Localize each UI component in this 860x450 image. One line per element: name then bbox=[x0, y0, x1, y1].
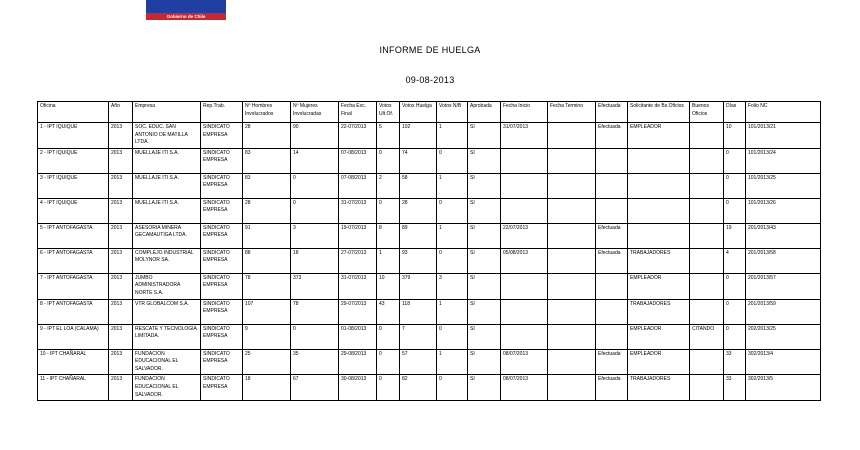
column-header: Folio NC bbox=[746, 102, 821, 123]
table-cell: SI bbox=[468, 375, 501, 401]
table-cell: EMPLEADOR bbox=[628, 123, 690, 149]
column-header: Empresa bbox=[133, 102, 201, 123]
table-cell: Efectuada bbox=[596, 223, 628, 248]
table-cell: 1 bbox=[437, 299, 468, 324]
table-cell: 83 bbox=[243, 173, 291, 198]
table-cell: 0 bbox=[724, 148, 746, 173]
table-cell: FUNDACION EDUCACIONAL EL SALVADOR. bbox=[133, 349, 201, 375]
table-cell bbox=[548, 349, 596, 375]
table-cell: 31-07/2013 bbox=[339, 198, 377, 223]
table-row bbox=[38, 198, 821, 223]
table-cell: 0 bbox=[377, 324, 400, 349]
table-cell: 10 - IPT CHAÑARAL bbox=[38, 349, 109, 375]
table-cell: 2013 bbox=[109, 273, 133, 299]
table-cell: 91 bbox=[243, 223, 291, 248]
table-cell: TRABAJADORES bbox=[628, 375, 690, 401]
table-cell: 7 - IPT ANTOFAGASTA bbox=[38, 273, 109, 299]
table-cell bbox=[548, 324, 596, 349]
table-cell: 93 bbox=[400, 248, 437, 273]
table-cell: 4 - IPT IQUIQUE bbox=[38, 198, 109, 223]
table-cell: 35 bbox=[291, 349, 339, 375]
table-cell bbox=[548, 148, 596, 173]
table-cell: 14 bbox=[291, 148, 339, 173]
table-cell bbox=[501, 148, 548, 173]
table-cell: 5 bbox=[377, 123, 400, 149]
table-cell: 0 bbox=[437, 198, 468, 223]
table-cell bbox=[548, 198, 596, 223]
table-cell bbox=[501, 324, 548, 349]
table-cell: 7 bbox=[400, 324, 437, 349]
table-cell: 118 bbox=[400, 299, 437, 324]
table-cell bbox=[690, 299, 724, 324]
table-cell: 18 bbox=[243, 375, 291, 401]
column-header: Buenos Oficios bbox=[690, 102, 724, 123]
table-cell: MUELLAJE ITI S.A. bbox=[133, 173, 201, 198]
table-row bbox=[38, 223, 821, 248]
table-cell: TRABAJADORES bbox=[628, 248, 690, 273]
table-cell: SINDICATO EMPRESA bbox=[201, 123, 243, 149]
table-cell: SINDICATO EMPRESA bbox=[201, 375, 243, 401]
table-cell: 2013 bbox=[109, 223, 133, 248]
table-cell: SINDICATO EMPRESA bbox=[201, 324, 243, 349]
table-cell: 2013 bbox=[109, 248, 133, 273]
report-title: INFORME DE HUELGA bbox=[379, 45, 481, 55]
table-cell: 0 bbox=[291, 324, 339, 349]
table-cell: 201/2013/43 bbox=[746, 223, 821, 248]
table-cell: Efectuada bbox=[596, 375, 628, 401]
table-cell: 2013 bbox=[109, 198, 133, 223]
table-cell: 0 bbox=[724, 324, 746, 349]
table-cell bbox=[548, 173, 596, 198]
column-header: Solicitante de Bs.Oficios bbox=[628, 102, 690, 123]
table-cell: SINDICATO EMPRESA bbox=[201, 198, 243, 223]
table-cell: 31/07/2013 bbox=[501, 123, 548, 149]
table-cell: 22-07/2013 bbox=[339, 123, 377, 149]
table-row bbox=[38, 324, 821, 349]
table-cell: 1 bbox=[437, 349, 468, 375]
table-cell: SINDICATO EMPRESA bbox=[201, 148, 243, 173]
table-cell: 0 bbox=[377, 375, 400, 401]
table-cell: 1 bbox=[437, 223, 468, 248]
table-cell: 1 bbox=[377, 248, 400, 273]
table-cell: 01-08/2013 bbox=[339, 324, 377, 349]
table-cell: 379 bbox=[400, 273, 437, 299]
column-header: Año bbox=[109, 102, 133, 123]
table-cell bbox=[628, 148, 690, 173]
table-cell: 202/2013/25 bbox=[746, 324, 821, 349]
column-header: Oficina bbox=[38, 102, 109, 123]
table-cell: COMPLEJO INDUSTRIAL MOLYNOR SA. bbox=[133, 248, 201, 273]
table-cell: 08/07/2013 bbox=[501, 375, 548, 401]
table-cell: 1 - IPT IQUIQUE bbox=[38, 123, 109, 149]
table-row bbox=[38, 273, 821, 299]
table-cell: 2 bbox=[377, 173, 400, 198]
table-cell: SI bbox=[468, 248, 501, 273]
table-cell: 22/07/2013 bbox=[501, 223, 548, 248]
table-cell: 302/2013/4 bbox=[746, 349, 821, 375]
table-cell: 3 bbox=[437, 273, 468, 299]
table-cell: 0 bbox=[724, 299, 746, 324]
table-row bbox=[38, 248, 821, 273]
table-cell: 8 bbox=[377, 223, 400, 248]
table-cell: VTR GLOBALCOM S.A. bbox=[133, 299, 201, 324]
table-cell: FUNDACION EDUCACIONAL EL SALVADOR. bbox=[133, 375, 201, 401]
table-cell: 2013 bbox=[109, 123, 133, 149]
table-cell: 2013 bbox=[109, 349, 133, 375]
table-cell: 43 bbox=[377, 299, 400, 324]
table-cell: SINDICATO EMPRESA bbox=[201, 273, 243, 299]
table-header-row bbox=[38, 102, 821, 123]
table-cell: 89 bbox=[400, 223, 437, 248]
table-cell bbox=[548, 223, 596, 248]
table-cell: SINDICATO EMPRESA bbox=[201, 173, 243, 198]
column-header: Nº Hombres Involucrados bbox=[243, 102, 291, 123]
column-header: Días bbox=[724, 102, 746, 123]
table-cell: 102 bbox=[400, 123, 437, 149]
table-cell: 28 bbox=[243, 123, 291, 149]
table-cell: 57 bbox=[400, 349, 437, 375]
table-cell: 2013 bbox=[109, 148, 133, 173]
table-cell: 2013 bbox=[109, 324, 133, 349]
table-cell: 07-08/2013 bbox=[339, 173, 377, 198]
report-date: 09-08-2013 bbox=[405, 75, 455, 85]
column-header: Fecha Exc. Final bbox=[339, 102, 377, 123]
table-cell: 0 bbox=[724, 173, 746, 198]
table-cell: 33 bbox=[724, 349, 746, 375]
table-row bbox=[38, 148, 821, 173]
table-cell: Efectuada bbox=[596, 248, 628, 273]
table-cell: 9 - IPT EL LOA (CALAMA) bbox=[38, 324, 109, 349]
table-cell bbox=[501, 173, 548, 198]
table-cell: 0 bbox=[724, 198, 746, 223]
table-cell: Efectuada bbox=[596, 123, 628, 149]
table-cell: 2013 bbox=[109, 299, 133, 324]
table-cell: JUMBO ADMINISTRADORA NORTE S.A. bbox=[133, 273, 201, 299]
table-cell: 5 - IPT ANTOFAGASTA bbox=[38, 223, 109, 248]
table-cell: 107 bbox=[243, 299, 291, 324]
table-cell: 6 - IPT ANTOFAGASTA bbox=[38, 248, 109, 273]
table-row bbox=[38, 349, 821, 375]
table-cell: 2 - IPT IQUIQUE bbox=[38, 148, 109, 173]
table-cell: 74 bbox=[400, 148, 437, 173]
table-cell: 0 bbox=[377, 349, 400, 375]
table-cell: 07-08/2013 bbox=[339, 148, 377, 173]
table-cell: 9 bbox=[243, 324, 291, 349]
table-cell: 101/2013/25 bbox=[746, 173, 821, 198]
table-cell: 3 - IPT IQUIQUE bbox=[38, 173, 109, 198]
table-cell: 27-07/2013 bbox=[339, 248, 377, 273]
table-cell: 201/2013/57 bbox=[746, 273, 821, 299]
table-cell: SI bbox=[468, 324, 501, 349]
table-cell: 19-07/2013 bbox=[339, 223, 377, 248]
table-cell: CITANDO bbox=[690, 324, 724, 349]
table-cell: 2013 bbox=[109, 375, 133, 401]
table-cell: 0 bbox=[291, 173, 339, 198]
table-cell: 4 bbox=[724, 248, 746, 273]
table-cell bbox=[596, 148, 628, 173]
table-cell bbox=[690, 248, 724, 273]
table-cell: 0 bbox=[724, 273, 746, 299]
table-cell: 2013 bbox=[109, 173, 133, 198]
table-cell bbox=[690, 375, 724, 401]
table-cell: 28 bbox=[243, 198, 291, 223]
table-cell: 78 bbox=[291, 299, 339, 324]
table-cell: 05/08/2013 bbox=[501, 248, 548, 273]
table-cell: 31-07/2013 bbox=[339, 273, 377, 299]
table-cell: SINDICATO EMPRESA bbox=[201, 299, 243, 324]
table-cell bbox=[690, 349, 724, 375]
table-cell bbox=[548, 123, 596, 149]
table-cell bbox=[548, 273, 596, 299]
table-cell bbox=[596, 299, 628, 324]
table-cell bbox=[628, 223, 690, 248]
table-cell: 30-08/2013 bbox=[339, 375, 377, 401]
table-cell bbox=[548, 375, 596, 401]
table-cell: 11 - IPT CHAÑARAL bbox=[38, 375, 109, 401]
table-cell: EMPLEADOR bbox=[628, 324, 690, 349]
table-cell: 0 bbox=[437, 148, 468, 173]
table-cell: 302/2013/5 bbox=[746, 375, 821, 401]
column-header: Rep.Trab. bbox=[201, 102, 243, 123]
column-header: Votos N/B bbox=[437, 102, 468, 123]
table-cell bbox=[501, 299, 548, 324]
table-cell: 29-07/2013 bbox=[339, 299, 377, 324]
table-cell: 0 bbox=[437, 324, 468, 349]
table-cell: 0 bbox=[291, 198, 339, 223]
table-cell: SI bbox=[468, 173, 501, 198]
table-cell: 10 bbox=[377, 273, 400, 299]
table-cell: 82 bbox=[400, 375, 437, 401]
table-cell: 101/2013/21 bbox=[746, 123, 821, 149]
table-cell: MUELLAJE ITI S.A. bbox=[133, 198, 201, 223]
table-cell: SINDICATO EMPRESA bbox=[201, 223, 243, 248]
table-cell: 29-08/2013 bbox=[339, 349, 377, 375]
table-cell: 08/07/2013 bbox=[501, 349, 548, 375]
column-header: Fecha Inicio bbox=[501, 102, 548, 123]
table-cell: 3 bbox=[291, 223, 339, 248]
government-logo-label: Gobierno de Chile bbox=[146, 13, 226, 20]
table-row bbox=[38, 299, 821, 324]
table-cell: RESCATE Y TECNOLOGIA LIMITADA. bbox=[133, 324, 201, 349]
column-header: Aprobada bbox=[468, 102, 501, 123]
table-cell: 88 bbox=[243, 248, 291, 273]
table-cell: SI bbox=[468, 148, 501, 173]
table-cell bbox=[596, 173, 628, 198]
table-cell: 10 bbox=[724, 123, 746, 149]
table-cell: 25 bbox=[243, 349, 291, 375]
table-cell bbox=[690, 123, 724, 149]
table-cell: SOC. EDUC. SAN ANTONIO DE MATILLA LTDA. bbox=[133, 123, 201, 149]
table-cell: ASESORIA MINERA GECAMAUTIGA LTDA. bbox=[133, 223, 201, 248]
table-cell bbox=[690, 148, 724, 173]
table-cell: SI bbox=[468, 349, 501, 375]
table-row bbox=[38, 375, 821, 401]
table-row bbox=[38, 173, 821, 198]
table-cell: 0 bbox=[437, 248, 468, 273]
table-cell: 201/2013/59 bbox=[746, 299, 821, 324]
table-cell: 83 bbox=[243, 148, 291, 173]
table-cell: 78 bbox=[243, 273, 291, 299]
table-cell: SI bbox=[468, 273, 501, 299]
table-cell bbox=[596, 324, 628, 349]
table-cell: EMPLEADOR bbox=[628, 349, 690, 375]
table-cell: 0 bbox=[437, 375, 468, 401]
table-cell: MUELLAJE ITI S.A. bbox=[133, 148, 201, 173]
strike-report-table bbox=[37, 101, 821, 401]
table-cell: Efectuada bbox=[596, 349, 628, 375]
column-header: Nº Mujeres Involucradas bbox=[291, 102, 339, 123]
table-cell: 90 bbox=[291, 123, 339, 149]
table-cell: SI bbox=[468, 123, 501, 149]
table-cell: TRABAJADORES bbox=[628, 299, 690, 324]
table-cell: EMPLEADOR bbox=[628, 273, 690, 299]
table-cell: 33 bbox=[724, 375, 746, 401]
table-cell bbox=[501, 198, 548, 223]
table-cell: SI bbox=[468, 198, 501, 223]
table-cell: SINDICATO EMPRESA bbox=[201, 349, 243, 375]
table-cell: 373 bbox=[291, 273, 339, 299]
column-header: Votos Huelga bbox=[400, 102, 437, 123]
table-cell bbox=[548, 299, 596, 324]
table-cell bbox=[548, 248, 596, 273]
government-logo bbox=[146, 0, 226, 13]
table-cell bbox=[628, 173, 690, 198]
table-cell bbox=[690, 173, 724, 198]
table-cell: 0 bbox=[377, 198, 400, 223]
table-cell: 18 bbox=[291, 248, 339, 273]
table-cell: 58 bbox=[400, 173, 437, 198]
column-header: Votos Ult.Of. bbox=[377, 102, 400, 123]
table-cell bbox=[690, 198, 724, 223]
table-cell: 201/2013/58 bbox=[746, 248, 821, 273]
table-cell bbox=[596, 273, 628, 299]
column-header: Fecha Termino bbox=[548, 102, 596, 123]
table-cell: 1 bbox=[437, 173, 468, 198]
table-cell: SI bbox=[468, 299, 501, 324]
table-cell: 28 bbox=[400, 198, 437, 223]
table-cell bbox=[596, 198, 628, 223]
column-header: Efectuada bbox=[596, 102, 628, 123]
table-cell bbox=[690, 273, 724, 299]
table-cell: 1 bbox=[437, 123, 468, 149]
table-cell: SINDICATO EMPRESA bbox=[201, 248, 243, 273]
table-cell: 101/2013/26 bbox=[746, 198, 821, 223]
table-cell: 19 bbox=[724, 223, 746, 248]
table-cell: SI bbox=[468, 223, 501, 248]
table-cell: 67 bbox=[291, 375, 339, 401]
table-cell bbox=[628, 198, 690, 223]
table-cell: 101/2013/24 bbox=[746, 148, 821, 173]
table-cell: 0 bbox=[377, 148, 400, 173]
table-cell: 8 - IPT ANTOFAGASTA bbox=[38, 299, 109, 324]
table-cell bbox=[690, 223, 724, 248]
table-row bbox=[38, 123, 821, 149]
table-cell bbox=[501, 273, 548, 299]
